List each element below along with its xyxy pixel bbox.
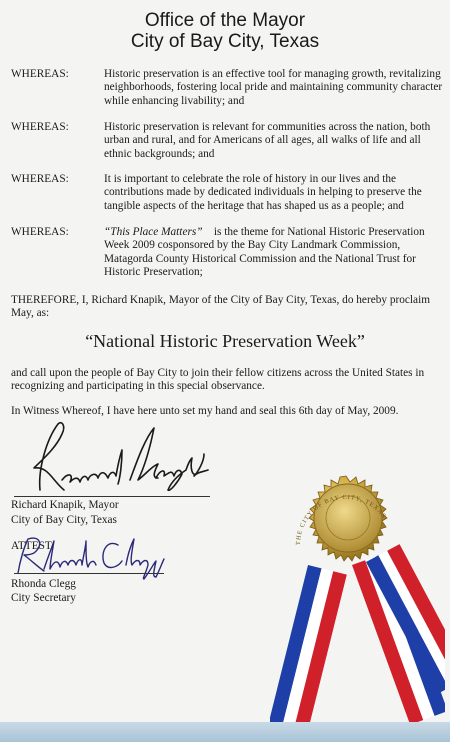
mayor-city: City of Bay City, Texas [11,514,117,526]
whereas-text-4 [104,226,444,280]
secretary-name: Rhonda Clegg [11,578,76,590]
bottom-border-band [0,722,450,742]
mayor-signature [18,420,218,498]
whereas-label-1: WHEREAS: [11,68,69,80]
seal-disc [295,476,388,561]
whereas-text-2: Historic preservation is relevant for communities across the nation, both urban and rural, and for Americans of all ages, all walks of life and all ethnic backgrounds; and [104,121,431,160]
gold-seal-with-ribbons [270,470,445,732]
whereas-label-3: WHEREAS: [11,173,69,185]
theme-title: “This Place Matters” [104,226,203,238]
secretary-signature-line [14,573,164,574]
mayor-name: Richard Knapik, Mayor [11,499,119,511]
whereas-text-4-body: is the theme for National Historic Preservation Week 2009 cosponsored by the Bay City Landmark Commission, Matagorda County Historical Commission and the National Trust for Historic Preservation; [104,226,425,279]
whereas-text-1: Historic preservation is an effective tool for managing growth, revitalizing neighborhoods, fostering local pride and maintaining community character while enhancing livability; and [104,68,443,107]
witness-paragraph: In Witness Whereof, I have here unto set my hand and seal this 6th day of May, 2009. [11,405,399,417]
secretary-title: City Secretary [11,592,76,604]
therefore-paragraph: THEREFORE, I, Richard Knapik, Mayor of the City of Bay City, Texas, do hereby proclaim May, as: [11,294,430,320]
mayor-signature-line [14,496,210,497]
header-city: City of Bay City, Texas [130,31,320,52]
whereas-text-3: It is important to celebrate the role of history in our lives and the contributions made by dedicated individuals in helping to preserve the tangible aspects of the heritage that has shaped us as a people; and [104,173,422,212]
ribbons [270,544,445,732]
seal-text: THE CITY OF BAY CITY, TEXAS [294,493,388,546]
call-upon-paragraph: and call upon the people of Bay City to join their fellow citizens across the United States in recognizing and participating in this special observance. [11,367,425,393]
whereas-label-2: WHEREAS: [11,121,69,133]
proclamation-title: “National Historic Preservation Week” [85,331,365,351]
attest-label: ATTEST: [11,540,55,552]
header-office: Office of the Mayor [144,10,306,31]
whereas-label-4: WHEREAS: [11,226,69,238]
